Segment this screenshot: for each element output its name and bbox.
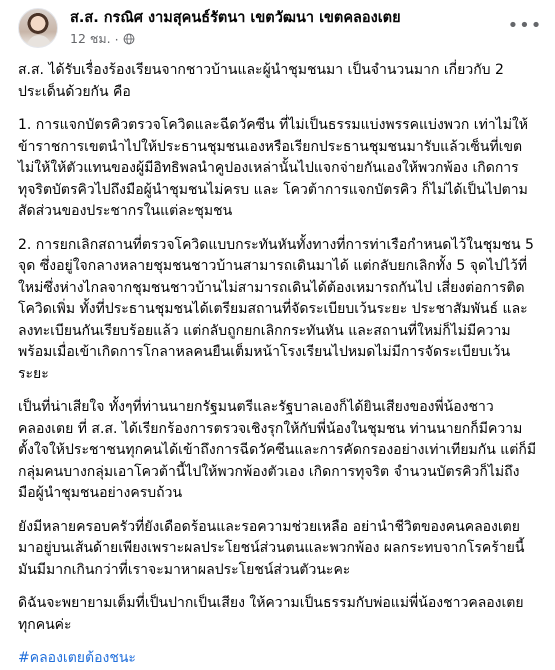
ellipsis-icon: •••: [507, 15, 543, 36]
globe-icon[interactable]: [123, 33, 135, 45]
post-paragraph: เป็นที่น่าเสียใจ ทั้งๆที่ท่านนายกรัฐมนตรีและรัฐบาลเองก็ได้ยินเสียงของพี่น้องชาวคลองเตย ที่ ส.ส. ได้เรียกร้องการตรวจเชิงรุกให้กับพี่น้องในชุมชน ท่านนายกก็มีความตั้งใจให้ประชาชนทุกคนได้เข้าถึงการฉีดวัคซีนและการคัดกรองอย่างเท่าเทียมกัน แต่ก็มีกลุ่มคนบางกลุ่มเอาโควต้านี้ไปให้พวกพ้องตัวเอง เกิดการทุจริต จำนวนบัตรคิวก็ไม่ถึงมือผู้นำชุมชนอย่างครบถ้วน: [18, 399, 537, 501]
post-paragraph: ส.ส. ได้รับเรื่องร้องเรียนจากชาวบ้านและผู้นำชุมชนมา เป็นจำนวนมาก เกี่ยวกับ 2 ประเด็นด้วยกัน คือ: [18, 62, 504, 100]
meta-separator: ·: [114, 31, 119, 47]
post-timestamp[interactable]: 12 ชม.: [70, 31, 111, 46]
author-name[interactable]: ส.ส. กรณิศ งามสุคนธ์รัตนา เขตวัฒนา เขตคลองเตย: [70, 10, 401, 26]
hashtag-link[interactable]: #คลองเตยต้องชนะ: [18, 650, 136, 666]
post-paragraph: ดิฉันจะพยายามเต็มที่เป็นปากเป็นเสียง ให้ความเป็นธรรมกับพ่อแม่พี่น้องชาวคลองเตยทุกคนค่ะ: [18, 595, 524, 633]
post-paragraph: 2. การยกเลิกสถานที่ตรวจโควิดแบบกระทันหันทั้งทางที่การท่าเรือกำหนดไว้ในชุมชน 5 จุด ซึ่งอยู่ใจกลางหลายชุมชนชาวบ้านสามารถเดินมาได้ แต่กลับยกเลิกทั้ง 5 จุดไปไว้ที่ใหม่ซึ่งห่างไกลจากชุมชนชาวบ้านไม่สามารถเดินได้ต้องเหมารถกันไป เสี่ยงต่อการติดโควิดเพิ่ม ทั้งที่ประธานชุมชนได้เตรียมสถานที่จัดระเบียบเว้นระยะ ประชาสัมพันธ์ และลงทะเบียนกันเรียบร้อยแล้ว แต่กลับถูกยกเลิกกระทันหัน และสถานที่ใหม่ก็ไม่มีความพร้อมเมื่อเข้าเกิดการโกลาหลคนยืนเต็มหน้าโรงเรียนไปหมดไม่มีการจัดระเบียบเว้นระยะ: [18, 236, 534, 382]
author-avatar[interactable]: [18, 8, 58, 48]
post-meta: [70, 29, 135, 49]
post-header: [18, 0, 543, 60]
post-body: [18, 60, 537, 670]
hashtag-line: [18, 648, 537, 670]
post-paragraph: 1. การแจกบัตรคิวตรวจโควิดและฉีดวัคซีน ที่ไม่เป็นธรรมแบ่งพรรคแบ่งพวก เท่าไม่ให้ข้าราชการเขตนำไปให้ประธานชุมชนเองหรือเรียกประธานชุมชนมารับแล้วเซ็นที่เขต ไม่ให้ให้ตัวแทนของผู้มีอิทธิพลนำคูปองเหล่านั้นไปแจกจ่ายกันเองให้พวกพ้อง เกิดการทุจริตบัตรคิวไปถึงมือผู้นำชุมชนไม่ครบ และ โควต้าการแจกบัตรคิว ก็ไม่ได้เป็นไปตามสัดส่วนของประชากรในแต่ละชุมชน: [18, 117, 529, 219]
more-options-button[interactable]: [507, 8, 543, 44]
post-paragraph: ยังมีหลายครอบครัวที่ยังเดือดร้อนและรอความช่วยเหลือ อย่านำชีวิตของคนคลองเตย มาอยู่บนเส้นด้ายเพียงเพราะผลประโยชน์ส่วนตนและพวกพ้อง ผลกระทบจากโรคร้ายนี้มันมีมากเกินกว่าที่เราจะมาหาผลประโยชน์ส่วนตัวนะคะ: [18, 518, 525, 578]
